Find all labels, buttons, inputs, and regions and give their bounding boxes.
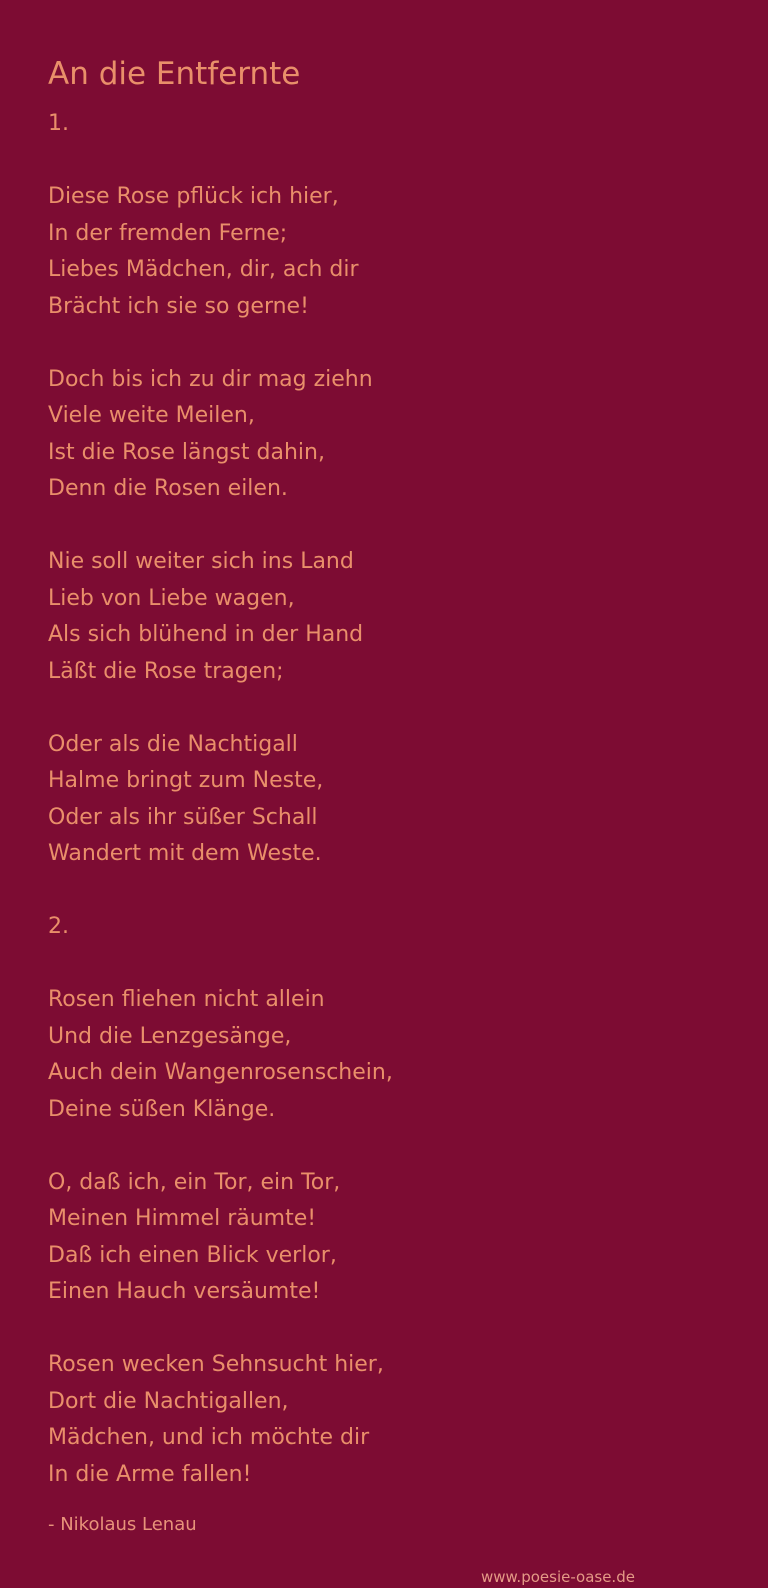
website-url: www.poesie-oase.de — [481, 1568, 635, 1586]
poem-line: Läßt die Rose tragen; — [48, 658, 284, 684]
poem-line: Meinen Himmel räumte! — [48, 1206, 317, 1231]
poem-line: Halme bringt zum Neste, — [48, 768, 324, 793]
poem-line — [48, 325, 728, 362]
poem-line: Und die Lenzgesänge, — [48, 1023, 292, 1049]
poem-line: Daß ich einen Blick verlor, — [48, 1242, 337, 1268]
poem-author: - Nikolaus Lenau — [48, 1514, 197, 1535]
poem-line: In die Arme fallen! — [48, 1461, 252, 1487]
poem-line: Oder als die Nachtigall — [48, 731, 298, 757]
poem-line — [48, 143, 728, 180]
poem-line: Lieb von Liebe wagen, — [48, 585, 295, 611]
poem-line: Auch dein Wangenrosenschein, — [48, 1060, 393, 1085]
poem-line: Brächt ich sie so gerne! — [48, 293, 309, 319]
poem-line: Rosen fliehen nicht allein — [48, 987, 325, 1012]
poem-line: In der fremden Ferne; — [48, 220, 288, 246]
poem-line: Viele weite Meilen, — [48, 403, 255, 428]
poem-line: Einen Hauch versäumte! — [48, 1279, 321, 1304]
poem-title: An die Entfernte — [48, 56, 301, 92]
poem-line: Doch bis ich zu dir mag ziehn — [48, 366, 373, 392]
poem-line: Ist die Rose längst dahin, — [48, 439, 325, 465]
poem-line — [48, 508, 728, 545]
poem-line — [48, 1311, 728, 1348]
poem-line: Deine süßen Klänge. — [48, 1096, 276, 1122]
poem-line — [48, 946, 728, 983]
poem-line — [48, 1128, 728, 1165]
poem-line: O, daß ich, ein Tor, ein Tor, — [48, 1169, 341, 1195]
poem-line: 1. — [48, 111, 69, 136]
poem-line: Rosen wecken Sehnsucht hier, — [48, 1352, 384, 1377]
poem-line: Wandert mit dem Weste. — [48, 841, 322, 866]
poem-line: Als sich blühend in der Hand — [48, 622, 364, 647]
poem-line — [48, 873, 728, 910]
poem-line: Liebes Mädchen, dir, ach dir — [48, 257, 359, 282]
poem-line: Oder als ihr süßer Schall — [48, 804, 318, 830]
poem-line: Mädchen, und ich möchte dir — [48, 1425, 370, 1450]
poem-line: Denn die Rosen eilen. — [48, 476, 288, 501]
poem-line: Dort die Nachtigallen, — [48, 1388, 289, 1414]
poem-line: 2. — [48, 914, 69, 939]
poem-body — [48, 106, 728, 1493]
poem-line: Nie soll weiter sich ins Land — [48, 549, 354, 574]
poem-line: Diese Rose pflück ich hier, — [48, 184, 339, 209]
poem-line — [48, 690, 728, 727]
